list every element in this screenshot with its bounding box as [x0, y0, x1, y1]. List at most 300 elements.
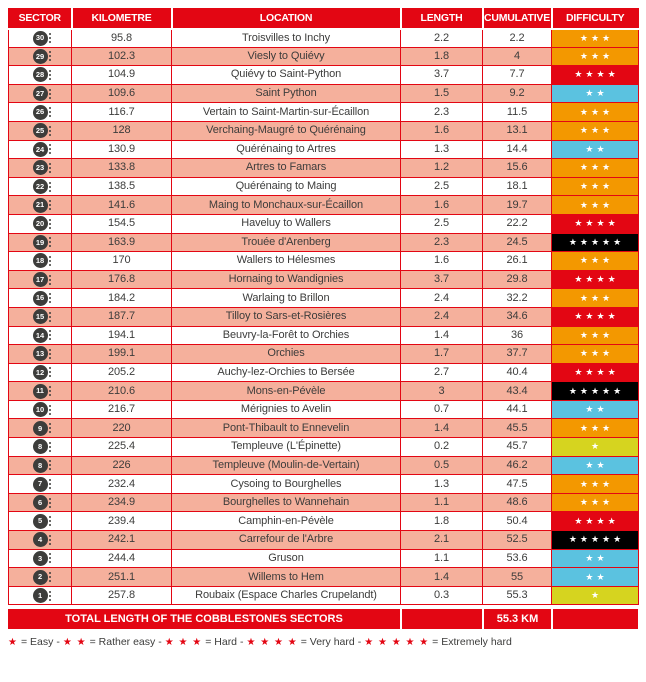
sector-badge: 11 [33, 384, 48, 399]
kilometre-cell: 226 [72, 456, 172, 475]
difficulty-cell [552, 438, 639, 457]
sector-row [9, 121, 639, 140]
sector-row [9, 84, 639, 103]
sector-row [9, 177, 639, 196]
cumulative-cell: 29.8 [483, 270, 552, 289]
difficulty-cell [552, 493, 639, 512]
sector-cell [9, 159, 72, 178]
sector-cell [9, 382, 72, 401]
sector-row [9, 66, 639, 85]
sector-cell [9, 363, 72, 382]
difficulty-stars: ★★★ [579, 255, 614, 266]
location-cell: Saint Python [172, 84, 401, 103]
length-cell: 2.5 [401, 214, 483, 233]
location-cell: Mérignies to Avelin [172, 400, 401, 419]
sector-row [9, 326, 639, 345]
length-cell: 0.3 [401, 586, 483, 605]
total-difficulty-spacer [551, 609, 638, 629]
kilometre-cell: 176.8 [72, 270, 172, 289]
difficulty-cell [552, 568, 639, 587]
difficulty-cell [552, 586, 639, 605]
sector-cell [9, 47, 72, 66]
col-header-cumulative: CUMULATIVE [483, 9, 552, 29]
difficulty-stars: ★★★ [579, 181, 614, 192]
length-cell: 3.7 [401, 270, 483, 289]
length-cell: 1.6 [401, 252, 483, 271]
sector-row [9, 568, 639, 587]
cumulative-cell: 9.2 [483, 84, 552, 103]
sector-badge: 26 [33, 105, 48, 120]
sector-badge: 3 [33, 551, 48, 566]
difficulty-cell [552, 549, 639, 568]
total-length-spacer [400, 609, 482, 629]
sector-cell [9, 586, 72, 605]
sector-cell [9, 512, 72, 531]
kilometre-cell: 239.4 [72, 512, 172, 531]
cumulative-cell: 47.5 [483, 475, 552, 494]
sector-cell [9, 140, 72, 159]
length-cell: 0.7 [401, 400, 483, 419]
legend-stars: ★ [8, 636, 18, 648]
kilometre-cell: 102.3 [72, 47, 172, 66]
sector-row [9, 400, 639, 419]
sectors-table [8, 8, 639, 605]
location-cell: Beuvry-la-Forêt to Orchies [172, 326, 401, 345]
location-cell: Haveluy to Wallers [172, 214, 401, 233]
difficulty-cell [552, 121, 639, 140]
sector-cell [9, 252, 72, 271]
length-cell: 1.4 [401, 419, 483, 438]
location-cell: Bourghelles to Wannehain [172, 493, 401, 512]
sector-row [9, 307, 639, 326]
length-cell: 1.8 [401, 47, 483, 66]
cobblestone-sectors-page [8, 8, 638, 648]
total-value: 55.3 KM [482, 609, 551, 629]
sector-badge: 13 [33, 346, 48, 361]
sector-cell [9, 177, 72, 196]
length-cell: 1.1 [401, 493, 483, 512]
sector-cell [9, 531, 72, 550]
location-cell: Trouée d'Arenberg [172, 233, 401, 252]
difficulty-cell [552, 66, 639, 85]
location-cell: Mons-en-Pévèle [172, 382, 401, 401]
difficulty-cell [552, 159, 639, 178]
sector-row [9, 270, 639, 289]
sector-cell [9, 103, 72, 122]
sector-badge: 8 [33, 458, 48, 473]
length-cell: 1.4 [401, 568, 483, 587]
sector-badge: 14 [33, 328, 48, 343]
kilometre-cell: 170 [72, 252, 172, 271]
legend-label: = Rather easy [89, 636, 156, 649]
cumulative-cell: 45.7 [483, 438, 552, 457]
length-cell: 1.1 [401, 549, 483, 568]
sector-badge: 28 [33, 67, 48, 82]
col-header-difficulty: DIFFICULTY [552, 9, 639, 29]
kilometre-cell: 163.9 [72, 233, 172, 252]
kilometre-cell: 251.1 [72, 568, 172, 587]
location-cell: Warlaing to Brillon [172, 289, 401, 308]
sector-row [9, 363, 639, 382]
sector-row [9, 103, 639, 122]
location-cell: Gruson [172, 549, 401, 568]
length-cell: 1.7 [401, 345, 483, 364]
sector-cell [9, 549, 72, 568]
legend-separator: - [158, 636, 162, 649]
kilometre-cell: 225.4 [72, 438, 172, 457]
cumulative-cell: 11.5 [483, 103, 552, 122]
difficulty-stars: ★★★★ [574, 366, 619, 377]
sector-badge: 25 [33, 123, 48, 138]
cumulative-cell: 52.5 [483, 531, 552, 550]
location-cell: Artres to Famars [172, 159, 401, 178]
sector-cell [9, 419, 72, 438]
sector-cell [9, 84, 72, 103]
sector-badge: 27 [33, 86, 48, 101]
sector-badge: 18 [33, 253, 48, 268]
sector-badge: 21 [33, 198, 48, 213]
sector-cell [9, 345, 72, 364]
location-cell: Wallers to Hélesmes [172, 252, 401, 271]
sector-row [9, 233, 639, 252]
difficulty-stars: ★★★ [579, 292, 614, 303]
kilometre-cell: 154.5 [72, 214, 172, 233]
kilometre-cell: 109.6 [72, 84, 172, 103]
sector-row [9, 549, 639, 568]
sector-row [9, 419, 639, 438]
difficulty-stars: ★★★★ [574, 515, 619, 526]
difficulty-stars: ★★★★ [574, 69, 619, 80]
kilometre-cell: 138.5 [72, 177, 172, 196]
sector-cell [9, 289, 72, 308]
col-header-sector: SECTOR [9, 9, 72, 29]
length-cell: 2.4 [401, 307, 483, 326]
difficulty-stars: ★★ [585, 552, 608, 563]
length-cell: 2.1 [401, 531, 483, 550]
difficulty-stars: ★★★ [579, 199, 614, 210]
length-cell: 1.6 [401, 121, 483, 140]
kilometre-cell: 116.7 [72, 103, 172, 122]
difficulty-stars: ★★★ [579, 162, 614, 173]
legend-stars: ★ ★ ★ ★ ★ [364, 636, 430, 648]
kilometre-cell: 210.6 [72, 382, 172, 401]
sector-row [9, 345, 639, 364]
length-cell: 2.3 [401, 103, 483, 122]
length-cell: 2.3 [401, 233, 483, 252]
location-cell: Templeuve (L'Épinette) [172, 438, 401, 457]
length-cell: 1.2 [401, 159, 483, 178]
difficulty-stars: ★★★ [579, 50, 614, 61]
difficulty-stars: ★★ [585, 571, 608, 582]
col-header-location: LOCATION [172, 9, 401, 29]
cumulative-cell: 19.7 [483, 196, 552, 215]
sector-row [9, 382, 639, 401]
difficulty-stars: ★★★★ [574, 311, 619, 322]
sector-cell [9, 214, 72, 233]
cumulative-cell: 36 [483, 326, 552, 345]
kilometre-cell: 242.1 [72, 531, 172, 550]
length-cell: 1.3 [401, 140, 483, 159]
cumulative-cell: 43.4 [483, 382, 552, 401]
sector-badge: 23 [33, 160, 48, 175]
difficulty-cell [552, 382, 639, 401]
sector-badge: 4 [33, 532, 48, 547]
difficulty-stars: ★ [590, 441, 603, 452]
sector-cell [9, 475, 72, 494]
difficulty-cell [552, 177, 639, 196]
cumulative-cell: 40.4 [483, 363, 552, 382]
length-cell: 2.5 [401, 177, 483, 196]
location-cell: Cysoing to Bourghelles [172, 475, 401, 494]
sector-badge: 16 [33, 291, 48, 306]
location-cell: Tilloy to Sars-et-Rosières [172, 307, 401, 326]
sector-badge: 6 [33, 495, 48, 510]
legend-separator: - [357, 636, 362, 649]
sector-cell [9, 438, 72, 457]
cumulative-cell: 26.1 [483, 252, 552, 271]
difficulty-stars: ★★★★★ [568, 236, 625, 247]
difficulty-cell [552, 29, 639, 48]
cumulative-cell: 45.5 [483, 419, 552, 438]
location-cell: Maing to Monchaux-sur-Écaillon [172, 196, 401, 215]
length-cell: 1.3 [401, 475, 483, 494]
difficulty-cell [552, 475, 639, 494]
sector-row [9, 586, 639, 605]
sector-cell [9, 456, 72, 475]
length-cell: 1.5 [401, 84, 483, 103]
difficulty-stars: ★ [590, 590, 603, 601]
difficulty-stars: ★★ [585, 143, 608, 154]
length-cell: 3 [401, 382, 483, 401]
length-cell: 1.8 [401, 512, 483, 531]
sector-row [9, 289, 639, 308]
cumulative-cell: 55.3 [483, 586, 552, 605]
kilometre-cell: 187.7 [72, 307, 172, 326]
sector-badge: 24 [33, 142, 48, 157]
sector-badge: 22 [33, 179, 48, 194]
difficulty-stars: ★★ [585, 88, 608, 99]
cumulative-cell: 13.1 [483, 121, 552, 140]
difficulty-stars: ★★★ [579, 125, 614, 136]
location-cell: Roubaix (Espace Charles Crupelandt) [172, 586, 401, 605]
cumulative-cell: 22.2 [483, 214, 552, 233]
location-cell: Templeuve (Moulin-de-Vertain) [172, 456, 401, 475]
difficulty-stars: ★★★ [579, 32, 614, 43]
sector-badge: 19 [33, 235, 48, 250]
kilometre-cell: 133.8 [72, 159, 172, 178]
sector-badge: 10 [33, 402, 48, 417]
difficulty-cell [552, 103, 639, 122]
location-cell: Willems to Hem [172, 568, 401, 587]
kilometre-cell: 205.2 [72, 363, 172, 382]
sector-row [9, 438, 639, 457]
kilometre-cell: 257.8 [72, 586, 172, 605]
sector-cell [9, 121, 72, 140]
difficulty-cell [552, 233, 639, 252]
difficulty-cell [552, 456, 639, 475]
difficulty-cell [552, 326, 639, 345]
location-cell: Troisvilles to Inchy [172, 29, 401, 48]
length-cell: 2.7 [401, 363, 483, 382]
cumulative-cell: 46.2 [483, 456, 552, 475]
sector-badge: 7 [33, 477, 48, 492]
difficulty-stars: ★★ [585, 459, 608, 470]
legend-stars: ★ ★ ★ ★ [246, 636, 298, 648]
difficulty-cell [552, 252, 639, 271]
cumulative-cell: 14.4 [483, 140, 552, 159]
kilometre-cell: 199.1 [72, 345, 172, 364]
sector-badge: 20 [33, 216, 48, 231]
difficulty-cell [552, 345, 639, 364]
length-cell: 3.7 [401, 66, 483, 85]
col-header-length: LENGTH [401, 9, 483, 29]
sector-cell [9, 29, 72, 48]
sector-badge: 15 [33, 309, 48, 324]
cumulative-cell: 2.2 [483, 29, 552, 48]
difficulty-cell [552, 289, 639, 308]
sector-cell [9, 233, 72, 252]
difficulty-stars: ★★★★★ [568, 534, 625, 545]
location-cell: Pont-Thibault to Ennevelin [172, 419, 401, 438]
location-cell: Quérénaing to Maing [172, 177, 401, 196]
kilometre-cell: 104.9 [72, 66, 172, 85]
sector-cell [9, 270, 72, 289]
cumulative-cell: 34.6 [483, 307, 552, 326]
cumulative-cell: 18.1 [483, 177, 552, 196]
cumulative-cell: 55 [483, 568, 552, 587]
sector-row [9, 196, 639, 215]
difficulty-cell [552, 419, 639, 438]
sector-cell [9, 568, 72, 587]
difficulty-stars: ★★★★ [574, 274, 619, 285]
legend-stars: ★ ★ [62, 636, 87, 648]
sector-row [9, 29, 639, 48]
col-header-kilometre: KILOMETRE [72, 9, 172, 29]
difficulty-cell [552, 196, 639, 215]
location-cell: Hornaing to Wandignies [172, 270, 401, 289]
kilometre-cell: 95.8 [72, 29, 172, 48]
cumulative-cell: 7.7 [483, 66, 552, 85]
kilometre-cell: 234.9 [72, 493, 172, 512]
kilometre-cell: 220 [72, 419, 172, 438]
sector-row [9, 47, 639, 66]
location-cell: Vertain to Saint-Martin-sur-Écaillon [172, 103, 401, 122]
legend-separator: - [240, 636, 244, 649]
sector-badge: 8 [33, 439, 48, 454]
sector-badge: 9 [33, 421, 48, 436]
cumulative-cell: 53.6 [483, 549, 552, 568]
sector-row [9, 531, 639, 550]
length-cell: 0.2 [401, 438, 483, 457]
sector-row [9, 159, 639, 178]
total-bar [8, 609, 638, 629]
cumulative-cell: 15.6 [483, 159, 552, 178]
sector-badge: 2 [33, 570, 48, 585]
difficulty-stars: ★★★ [579, 478, 614, 489]
sector-row [9, 252, 639, 271]
sector-cell [9, 307, 72, 326]
difficulty-cell [552, 270, 639, 289]
location-cell: Orchies [172, 345, 401, 364]
length-cell: 1.6 [401, 196, 483, 215]
difficulty-cell [552, 140, 639, 159]
kilometre-cell: 232.4 [72, 475, 172, 494]
sector-row [9, 512, 639, 531]
length-cell: 2.4 [401, 289, 483, 308]
legend-label: = Very hard [300, 636, 355, 649]
location-cell: Quérénaing to Artres [172, 140, 401, 159]
kilometre-cell: 128 [72, 121, 172, 140]
sector-badge: 30 [33, 31, 48, 46]
kilometre-cell: 130.9 [72, 140, 172, 159]
length-cell: 1.4 [401, 326, 483, 345]
total-label: TOTAL LENGTH OF THE COBBLESTONES SECTORS [65, 613, 343, 626]
difficulty-legend [8, 636, 638, 648]
difficulty-stars: ★★★ [579, 422, 614, 433]
sector-row [9, 140, 639, 159]
legend-label: = Easy [20, 636, 54, 649]
cumulative-cell: 44.1 [483, 400, 552, 419]
location-cell: Viesly to Quiévy [172, 47, 401, 66]
sector-cell [9, 400, 72, 419]
sector-row [9, 456, 639, 475]
length-cell: 0.5 [401, 456, 483, 475]
difficulty-stars: ★★★ [579, 106, 614, 117]
location-cell: Quiévy to Saint-Python [172, 66, 401, 85]
difficulty-cell [552, 363, 639, 382]
difficulty-cell [552, 400, 639, 419]
sector-badge: 1 [33, 588, 48, 603]
sector-badge: 5 [33, 514, 48, 529]
sector-row [9, 475, 639, 494]
difficulty-stars: ★★★★★ [568, 385, 625, 396]
sector-cell [9, 326, 72, 345]
kilometre-cell: 244.4 [72, 549, 172, 568]
location-cell: Auchy-lez-Orchies to Bersée [172, 363, 401, 382]
difficulty-stars: ★★★ [579, 329, 614, 340]
location-cell: Carrefour de l'Arbre [172, 531, 401, 550]
location-cell: Verchaing-Maugré to Quérénaing [172, 121, 401, 140]
kilometre-cell: 184.2 [72, 289, 172, 308]
cumulative-cell: 48.6 [483, 493, 552, 512]
difficulty-stars: ★★ [585, 404, 608, 415]
cumulative-cell: 4 [483, 47, 552, 66]
sector-badge: 29 [33, 49, 48, 64]
sector-row [9, 493, 639, 512]
sector-cell [9, 66, 72, 85]
location-cell: Camphin-en-Pévèle [172, 512, 401, 531]
legend-stars: ★ ★ ★ [164, 636, 203, 648]
legend-label: = Extremely hard [432, 636, 512, 649]
sector-badge: 17 [33, 272, 48, 287]
cumulative-cell: 50.4 [483, 512, 552, 531]
difficulty-cell [552, 307, 639, 326]
legend-separator: - [56, 636, 60, 649]
difficulty-stars: ★★★★ [574, 218, 619, 229]
kilometre-cell: 141.6 [72, 196, 172, 215]
cumulative-cell: 32.2 [483, 289, 552, 308]
difficulty-cell [552, 531, 639, 550]
difficulty-stars: ★★★ [579, 348, 614, 359]
kilometre-cell: 194.1 [72, 326, 172, 345]
sector-cell [9, 196, 72, 215]
cumulative-cell: 37.7 [483, 345, 552, 364]
difficulty-cell [552, 214, 639, 233]
sector-cell [9, 493, 72, 512]
length-cell: 2.2 [401, 29, 483, 48]
sector-badge: 12 [33, 365, 48, 380]
kilometre-cell: 216.7 [72, 400, 172, 419]
